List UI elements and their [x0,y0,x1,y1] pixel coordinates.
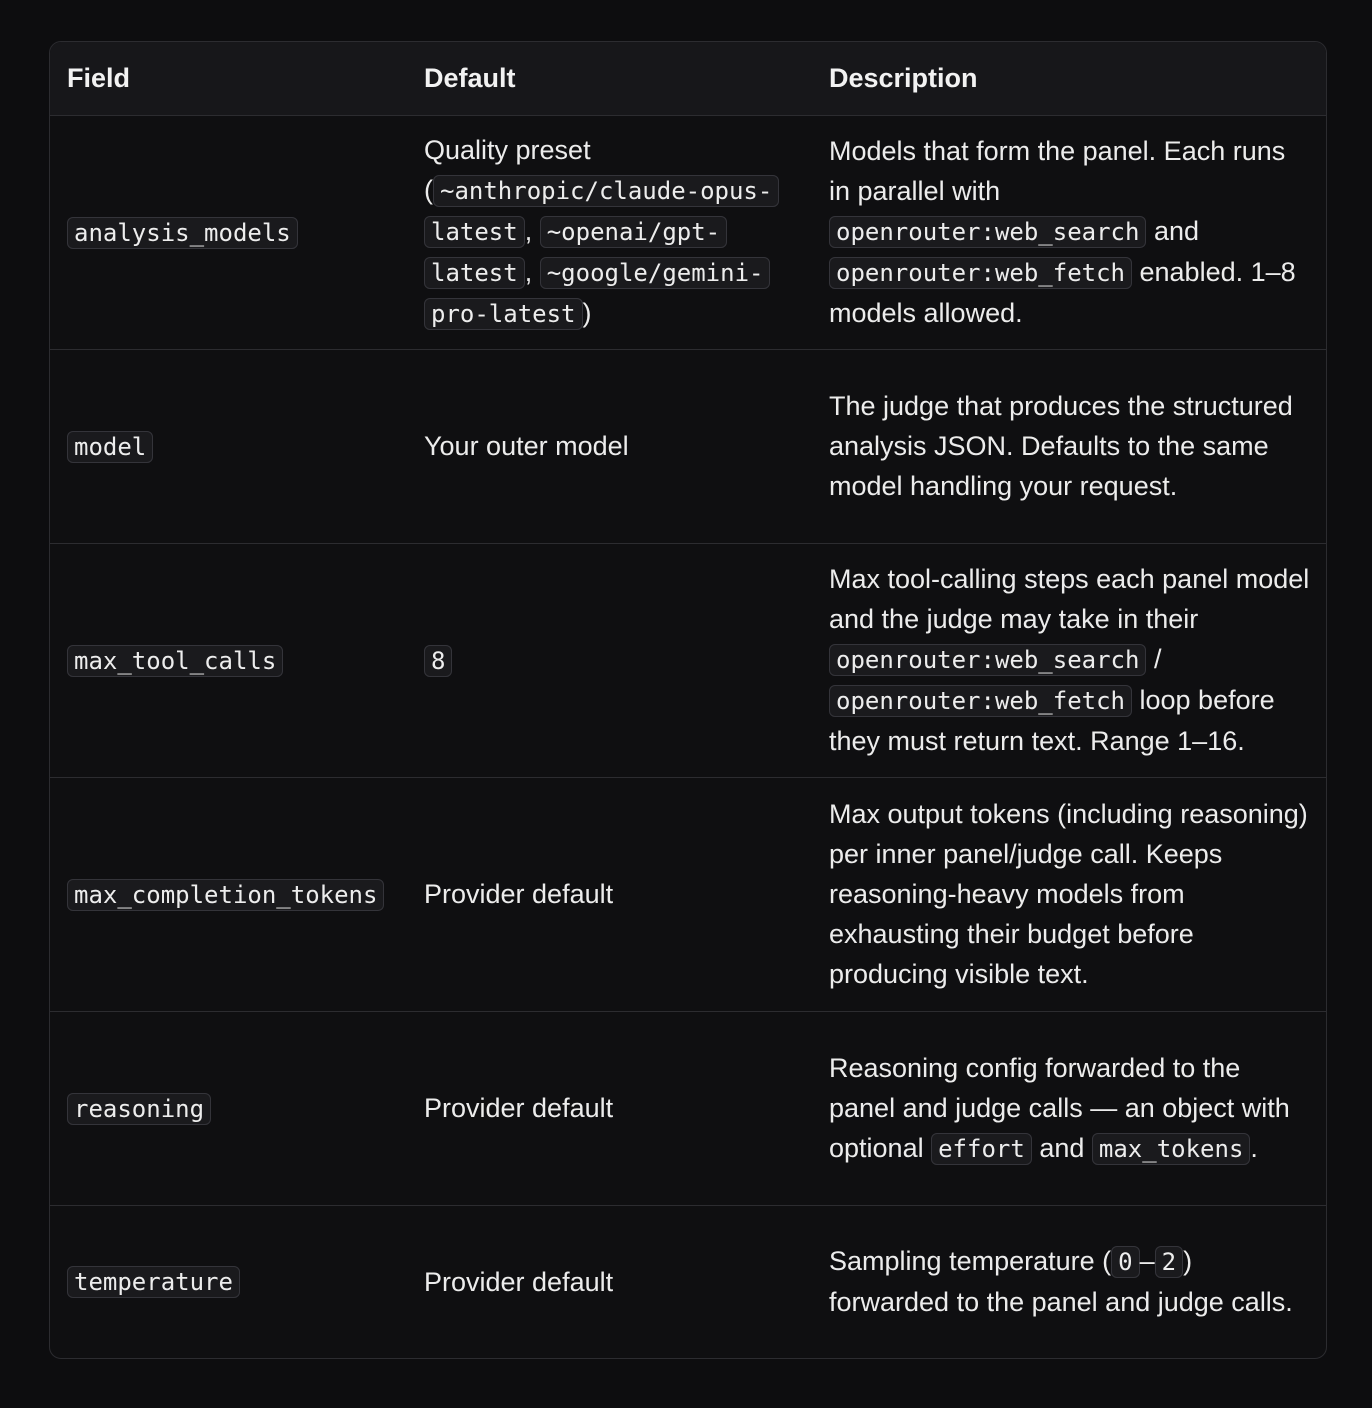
header-description: Description [812,42,1326,115]
description-text: Sampling temperature ( [829,1246,1112,1277]
field-cell [50,1011,407,1205]
table-header [50,42,1326,115]
description-text: and [1153,216,1200,246]
description-text: Reasoning config forwarded to the panel and judge calls — an object with optional [829,1052,1290,1163]
default-separator: , [524,257,533,287]
description-cell [812,115,1326,349]
field-code: model [67,431,153,463]
default-code: ~google/gemini-pro-latest [424,257,770,330]
table-row [50,1205,1326,1358]
header-field: Field [50,42,407,115]
parameters-table-container [49,41,1327,1359]
description-code: 2 [1155,1246,1183,1278]
default-text: Provider default [424,1266,614,1297]
description-cell [812,349,1326,543]
description-text: – [1139,1246,1155,1277]
description-text: and [1039,1132,1085,1163]
description-cell [812,1011,1326,1205]
default-text: Provider default [424,879,614,909]
table-row [50,349,1326,543]
field-code: max_completion_tokens [67,879,384,911]
default-text: Quality preset [424,135,591,165]
default-cell [407,777,812,1011]
default-cell [407,1011,812,1205]
default-code: ~openai/gpt-latest [424,216,727,289]
description-code: openrouter:web_search [829,216,1146,248]
description-text: enabled. 1–8 models allowed. [829,257,1296,328]
description-code: 0 [1111,1246,1139,1278]
table-row [50,777,1326,1011]
description-text: loop before they must return text. Range 1–16. [829,685,1275,756]
parameters-table [50,42,1326,1358]
header-default: Default [407,42,812,115]
field-cell [50,543,407,777]
table-row [50,115,1326,349]
default-cell [407,543,812,777]
field-cell [50,349,407,543]
description-text: Max output tokens (including reasoning) per inner panel/judge call. Keeps reasoning-heavy models from exhausting their budget before producing visible text. [829,799,1308,989]
field-cell [50,115,407,349]
description-code: openrouter:web_fetch [829,685,1132,717]
description-text: Models that form the panel. Each runs in parallel with [829,136,1286,206]
default-cell [407,1205,812,1358]
description-text: / [1153,644,1162,674]
description-code: openrouter:web_fetch [829,257,1132,289]
field-code: reasoning [67,1093,211,1125]
description-cell [812,777,1326,1011]
default-separator: , [524,216,533,246]
description-cell [812,1205,1326,1358]
description-text: . [1250,1132,1258,1163]
description-code: openrouter:web_search [829,644,1146,676]
description-code: max_tokens [1092,1133,1251,1165]
field-code: max_tool_calls [67,645,283,677]
description-text: The judge that produces the structured analysis JSON. Defaults to the same model handling your request. [829,391,1293,501]
description-text: ) forwarded to the panel and judge calls. [829,1246,1293,1318]
field-cell [50,1205,407,1358]
default-code: ~anthropic/claude-opus-latest [424,175,779,248]
field-code: analysis_models [67,217,298,249]
field-cell [50,777,407,1011]
default-paren-open: ( [424,175,433,205]
field-code: temperature [67,1266,240,1298]
default-cell [407,115,812,349]
default-code: 8 [424,645,452,677]
header-row [50,42,1326,115]
table-row [50,1011,1326,1205]
description-text: Max tool-calling steps each panel model and the judge may take in their [829,564,1310,634]
table-row [50,543,1326,777]
default-text: Provider default [424,1093,614,1123]
table-body [50,115,1326,1358]
default-cell [407,349,812,543]
default-text: Your outer model [424,431,629,461]
description-code: effort [931,1133,1032,1165]
description-cell [812,543,1326,777]
default-paren-close: ) [582,298,592,328]
